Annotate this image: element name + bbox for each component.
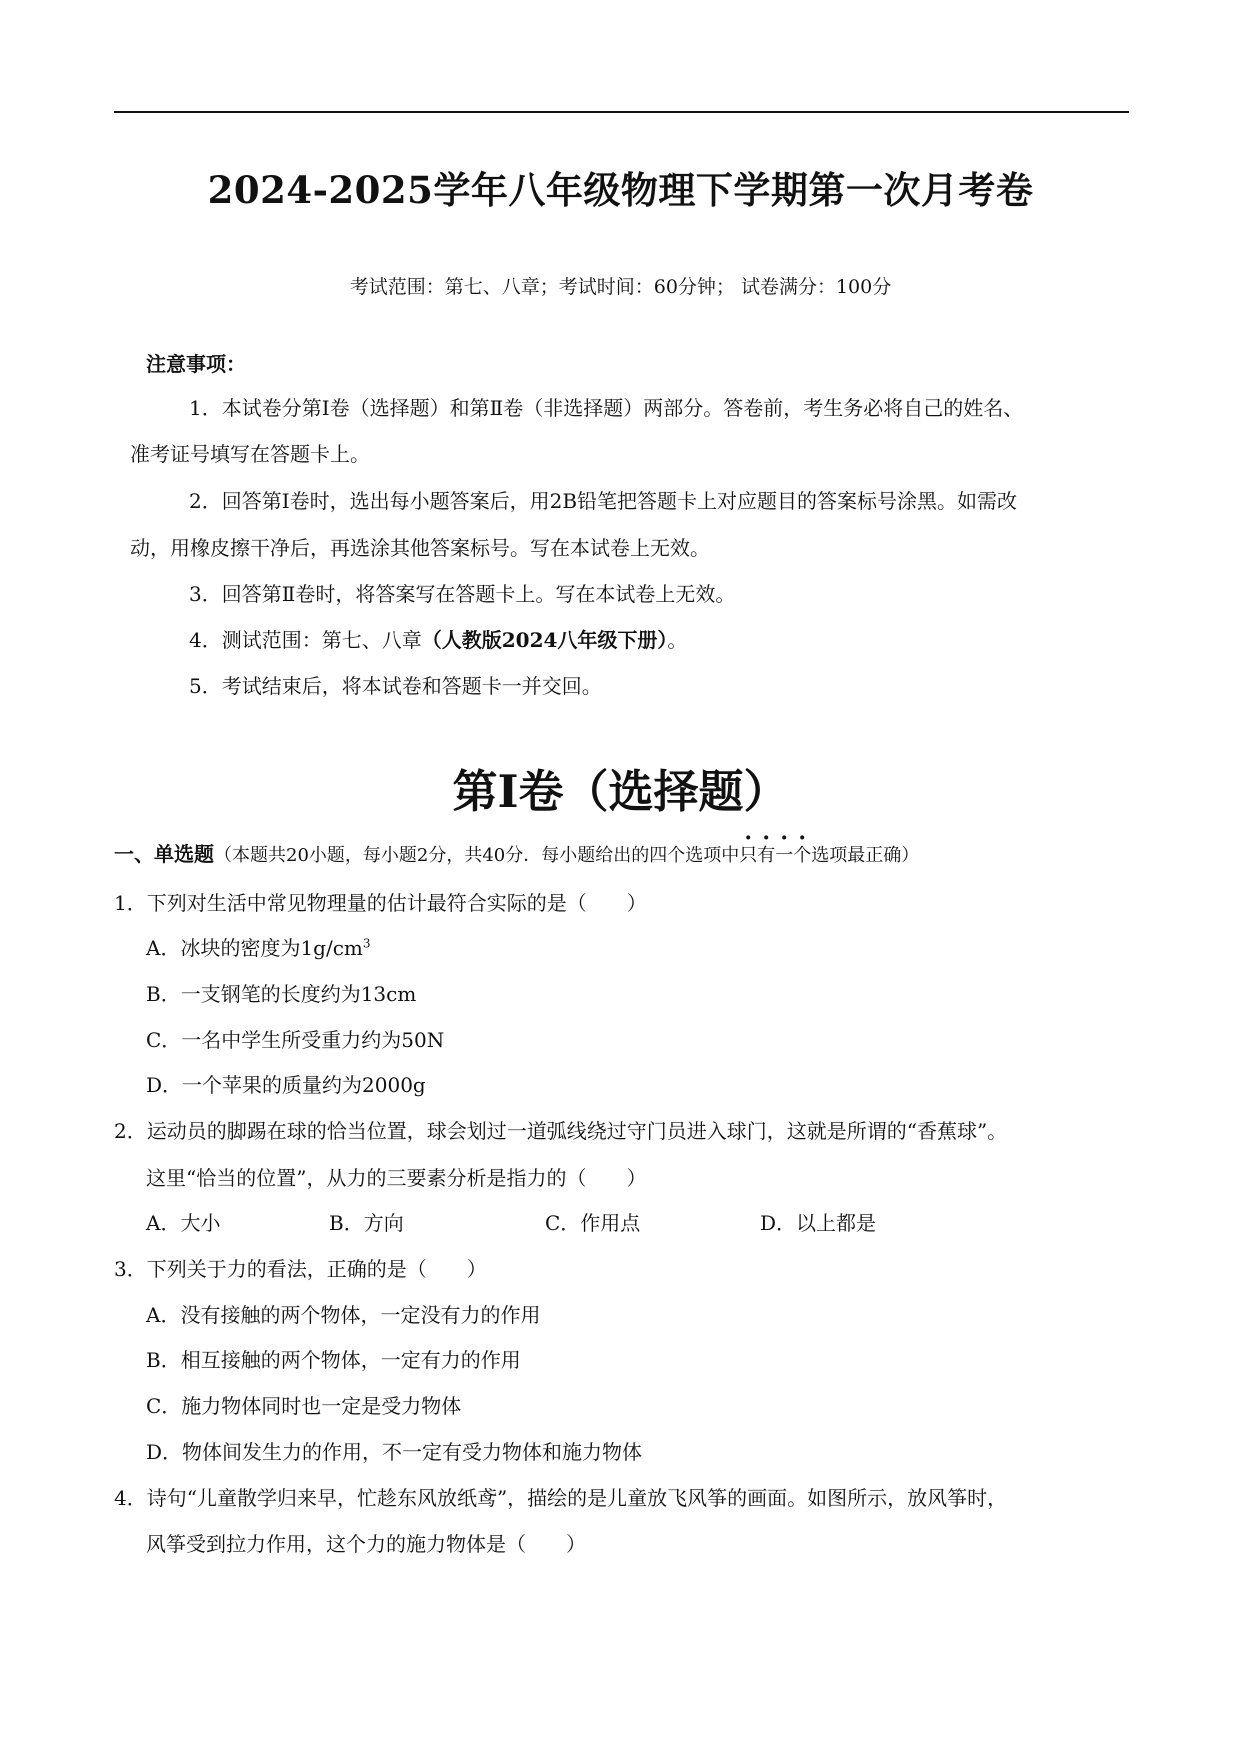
notice-item-4-suffix: 。 bbox=[667, 628, 688, 652]
section-note-suffix: 选项最正确） bbox=[811, 845, 920, 866]
notice-item-1-line-2: 准考证号填写在答题卡上。 bbox=[130, 442, 370, 466]
q1-stem: 1．下列对生活中常见物理量的估计最符合实际的是（ ） bbox=[114, 891, 647, 915]
header-rule bbox=[114, 111, 1129, 113]
q1-option-c: C．一名中学生所受重力约为50N bbox=[146, 1028, 445, 1052]
q2-stem-line-1: 2．运动员的脚踢在球的恰当位置，球会划过一道弧线绕过守门员进入球门，这就是所谓的“香蕉球”。 bbox=[114, 1119, 1008, 1143]
section-title: 第Ⅰ卷（选择题） bbox=[452, 765, 789, 818]
emphasis-char-2: 有 bbox=[757, 845, 776, 866]
q1-option-d: D．一个苹果的质量约为2000g bbox=[146, 1073, 426, 1097]
notice-item-4-prefix: 4．测试范围：第七、八章 bbox=[189, 628, 422, 652]
section-heading bbox=[114, 838, 919, 867]
q3-option-c: C．施力物体同时也一定是受力物体 bbox=[146, 1394, 462, 1418]
q3-option-b: B．相互接触的两个物体，一定有力的作用 bbox=[146, 1348, 521, 1372]
notice-item-4 bbox=[189, 624, 687, 653]
q3-option-a: A．没有接触的两个物体，一定没有力的作用 bbox=[146, 1303, 541, 1327]
q2-stem-line-2: 这里“恰当的位置”，从力的三要素分析是指力的（ ） bbox=[146, 1166, 647, 1190]
emphasis-char-1: 只 bbox=[739, 845, 758, 866]
section-heading-label: 一、单选题 bbox=[114, 842, 214, 866]
page-title: 2024-2025学年八年级物理下学期第一次月考卷 bbox=[207, 168, 1034, 212]
notice-heading: 注意事项： bbox=[146, 352, 246, 376]
notice-item-4-edition: （人教版2024八年级下册） bbox=[421, 628, 668, 652]
q1-option-a-text: A．冰块的密度为1g/cm bbox=[146, 936, 363, 960]
q2-option-b: B．方向 bbox=[329, 1211, 404, 1235]
notice-item-2-line-2: 动，用橡皮擦干净后，再选涂其他答案标号。写在本试卷上无效。 bbox=[130, 536, 710, 560]
emphasis-char-3: 一 bbox=[775, 845, 794, 866]
q2-option-d: D．以上都是 bbox=[760, 1211, 877, 1235]
q1-option-a bbox=[146, 932, 371, 961]
q3-stem: 3．下列关于力的看法，正确的是（ ） bbox=[114, 1257, 487, 1281]
notice-item-5: 5．考试结束后，将本试卷和答题卡一并交回。 bbox=[189, 674, 602, 698]
q2-option-c: C．作用点 bbox=[545, 1211, 641, 1235]
q4-stem-line-2: 风筝受到拉力作用，这个力的施力物体是（ ） bbox=[146, 1532, 586, 1556]
q3-option-d: D．物体间发生力的作用，不一定有受力物体和施力物体 bbox=[146, 1440, 643, 1464]
exam-meta: 考试范围：第七、八章；考试时间：60分钟； 试卷满分：100分 bbox=[349, 276, 892, 298]
notice-item-2-line-1: 2．回答第Ⅰ卷时，选出每小题答案后，用2B铅笔把答题卡上对应题目的答案标号涂黑。如需改 bbox=[189, 489, 1018, 513]
q1-option-a-superscript: 3 bbox=[362, 936, 371, 951]
notice-item-3: 3．回答第Ⅱ卷时，将答案写在答题卡上。写在本试卷上无效。 bbox=[189, 582, 736, 606]
emphasis-char-4: 个 bbox=[793, 845, 812, 866]
q1-option-b: B．一支钢笔的长度约为13cm bbox=[146, 982, 417, 1006]
notice-item-1-line-1: 1．本试卷分第Ⅰ卷（选择题）和第Ⅱ卷（非选择题）两部分。答卷前，考生务必将自己的姓名、 bbox=[189, 396, 1024, 420]
section-note-prefix: （本题共20小题，每小题2分，共40分．每小题给出的四个选项中 bbox=[214, 845, 740, 866]
q4-stem-line-1: 4．诗句“儿童散学归来早，忙趁东风放纸鸢”，描绘的是儿童放飞风筝的画面。如图所示，放风筝时， bbox=[114, 1486, 1008, 1510]
q2-option-a: A．大小 bbox=[146, 1211, 221, 1235]
